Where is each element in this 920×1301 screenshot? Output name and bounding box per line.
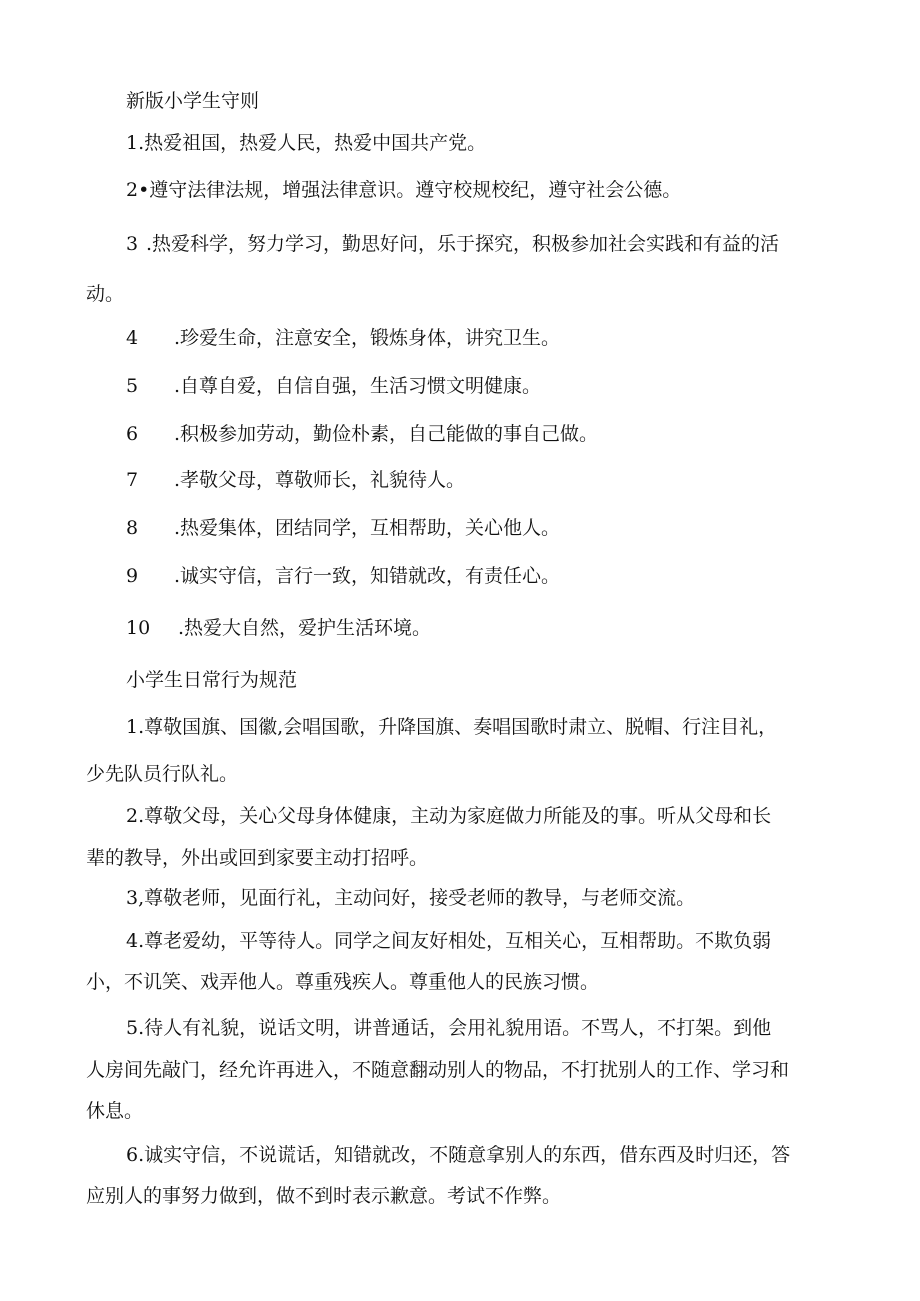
norm-1-line-2: 少先队员行队礼。 (86, 763, 239, 785)
norm-5-line-1: 5.待人有礼貌，说话文明，讲普通话，会用礼貌用语。不骂人，不打架。到他 (126, 1017, 772, 1039)
rule-7 (126, 468, 465, 492)
rule-3-continuation: 动。 (86, 283, 125, 305)
rule-2-number: 2• (126, 179, 150, 201)
section-title-behavior-norms: 小学生日常行为规范 (126, 669, 298, 691)
norm-2-line-2: 辈的教导，外出或回到家要主动打招呼。 (86, 847, 429, 869)
norm-3-line-1: 3,尊敬老师，见面行礼，主动问好，接受老师的教导，与老师交流。 (126, 887, 696, 909)
norm-5-line-3: 休息。 (86, 1100, 144, 1122)
rule-1-text: 热爱祖国，热爱人民，热爱中国共产党。 (144, 132, 487, 154)
rule-7-text: .孝敬父母，尊敬师长，礼貌待人。 (174, 469, 466, 491)
rule-2-text: 遵守法律法规，增强法律意识。遵守校规校纪，遵守社会公德。 (149, 179, 682, 201)
rule-5-text: .自尊自爱，自信自强，生活习惯文明健康。 (174, 375, 542, 397)
rule-10 (126, 616, 431, 640)
rule-4-text: .珍爱生命，注意安全，锻炼身体，讲究卫生。 (174, 327, 561, 349)
rule-10-text: .热爱大自然，爱护生活环境。 (178, 617, 432, 639)
norm-4-line-2: 小，不讥笑、戏弄他人。尊重残疾人。尊重他人的民族习惯。 (86, 971, 600, 993)
norm-5-line-2: 人房间先敲门，经允许再进入，不随意翻动别人的物品，不打扰别人的工作、学习和 (86, 1059, 790, 1081)
norm-1-line-1: 1.尊敬国旗、国徽,会唱国歌，升降国旗、奏唱国歌时肃立、脱帽、行注目礼， (126, 716, 778, 738)
rule-4 (126, 326, 560, 350)
rule-6 (126, 422, 598, 446)
norm-2-line-1: 2.尊敬父母，关心父母身体健康，主动为家庭做力所能及的事。听从父母和长 (126, 805, 772, 827)
rule-6-text: .积极参加劳动，勤俭朴素，自己能做的事自己做。 (174, 423, 599, 445)
rule-5-number: 5 (126, 375, 139, 397)
rule-4-number: 4 (126, 327, 139, 349)
rule-2 (126, 178, 681, 202)
norm-6-line-1: 6.诚实守信，不说谎话，知错就改，不随意拿别人的东西，借东西及时归还，答 (126, 1144, 791, 1166)
rule-3 (126, 232, 779, 256)
rule-1-number: 1. (126, 132, 145, 154)
rule-6-number: 6 (126, 423, 139, 445)
rule-9-number: 9 (126, 565, 139, 587)
rule-3-text: .热爱科学，努力学习，勤思好问，乐于探究，积极参加社会实践和有益的活 (146, 233, 780, 255)
rule-8-text: .热爱集体，团结同学，互相帮助，关心他人。 (174, 517, 561, 539)
rule-1 (126, 131, 486, 155)
rule-9 (126, 564, 560, 588)
rule-7-number: 7 (126, 469, 139, 491)
rule-5 (126, 374, 541, 398)
rule-10-number: 10 (126, 617, 151, 639)
rule-3-number: 3 (126, 233, 139, 255)
norm-6-line-2: 应别人的事努力做到，做不到时表示歉意。考试不作弊。 (86, 1185, 562, 1207)
rule-9-text: .诚实守信，言行一致，知错就改，有责任心。 (174, 565, 561, 587)
rule-8 (126, 516, 560, 540)
norm-4-line-1: 4.尊老爱幼，平等待人。同学之间友好相处，互相关心，互相帮助。不欺负弱 (126, 930, 772, 952)
rule-8-number: 8 (126, 517, 139, 539)
section-title-student-code: 新版小学生守则 (126, 90, 260, 112)
